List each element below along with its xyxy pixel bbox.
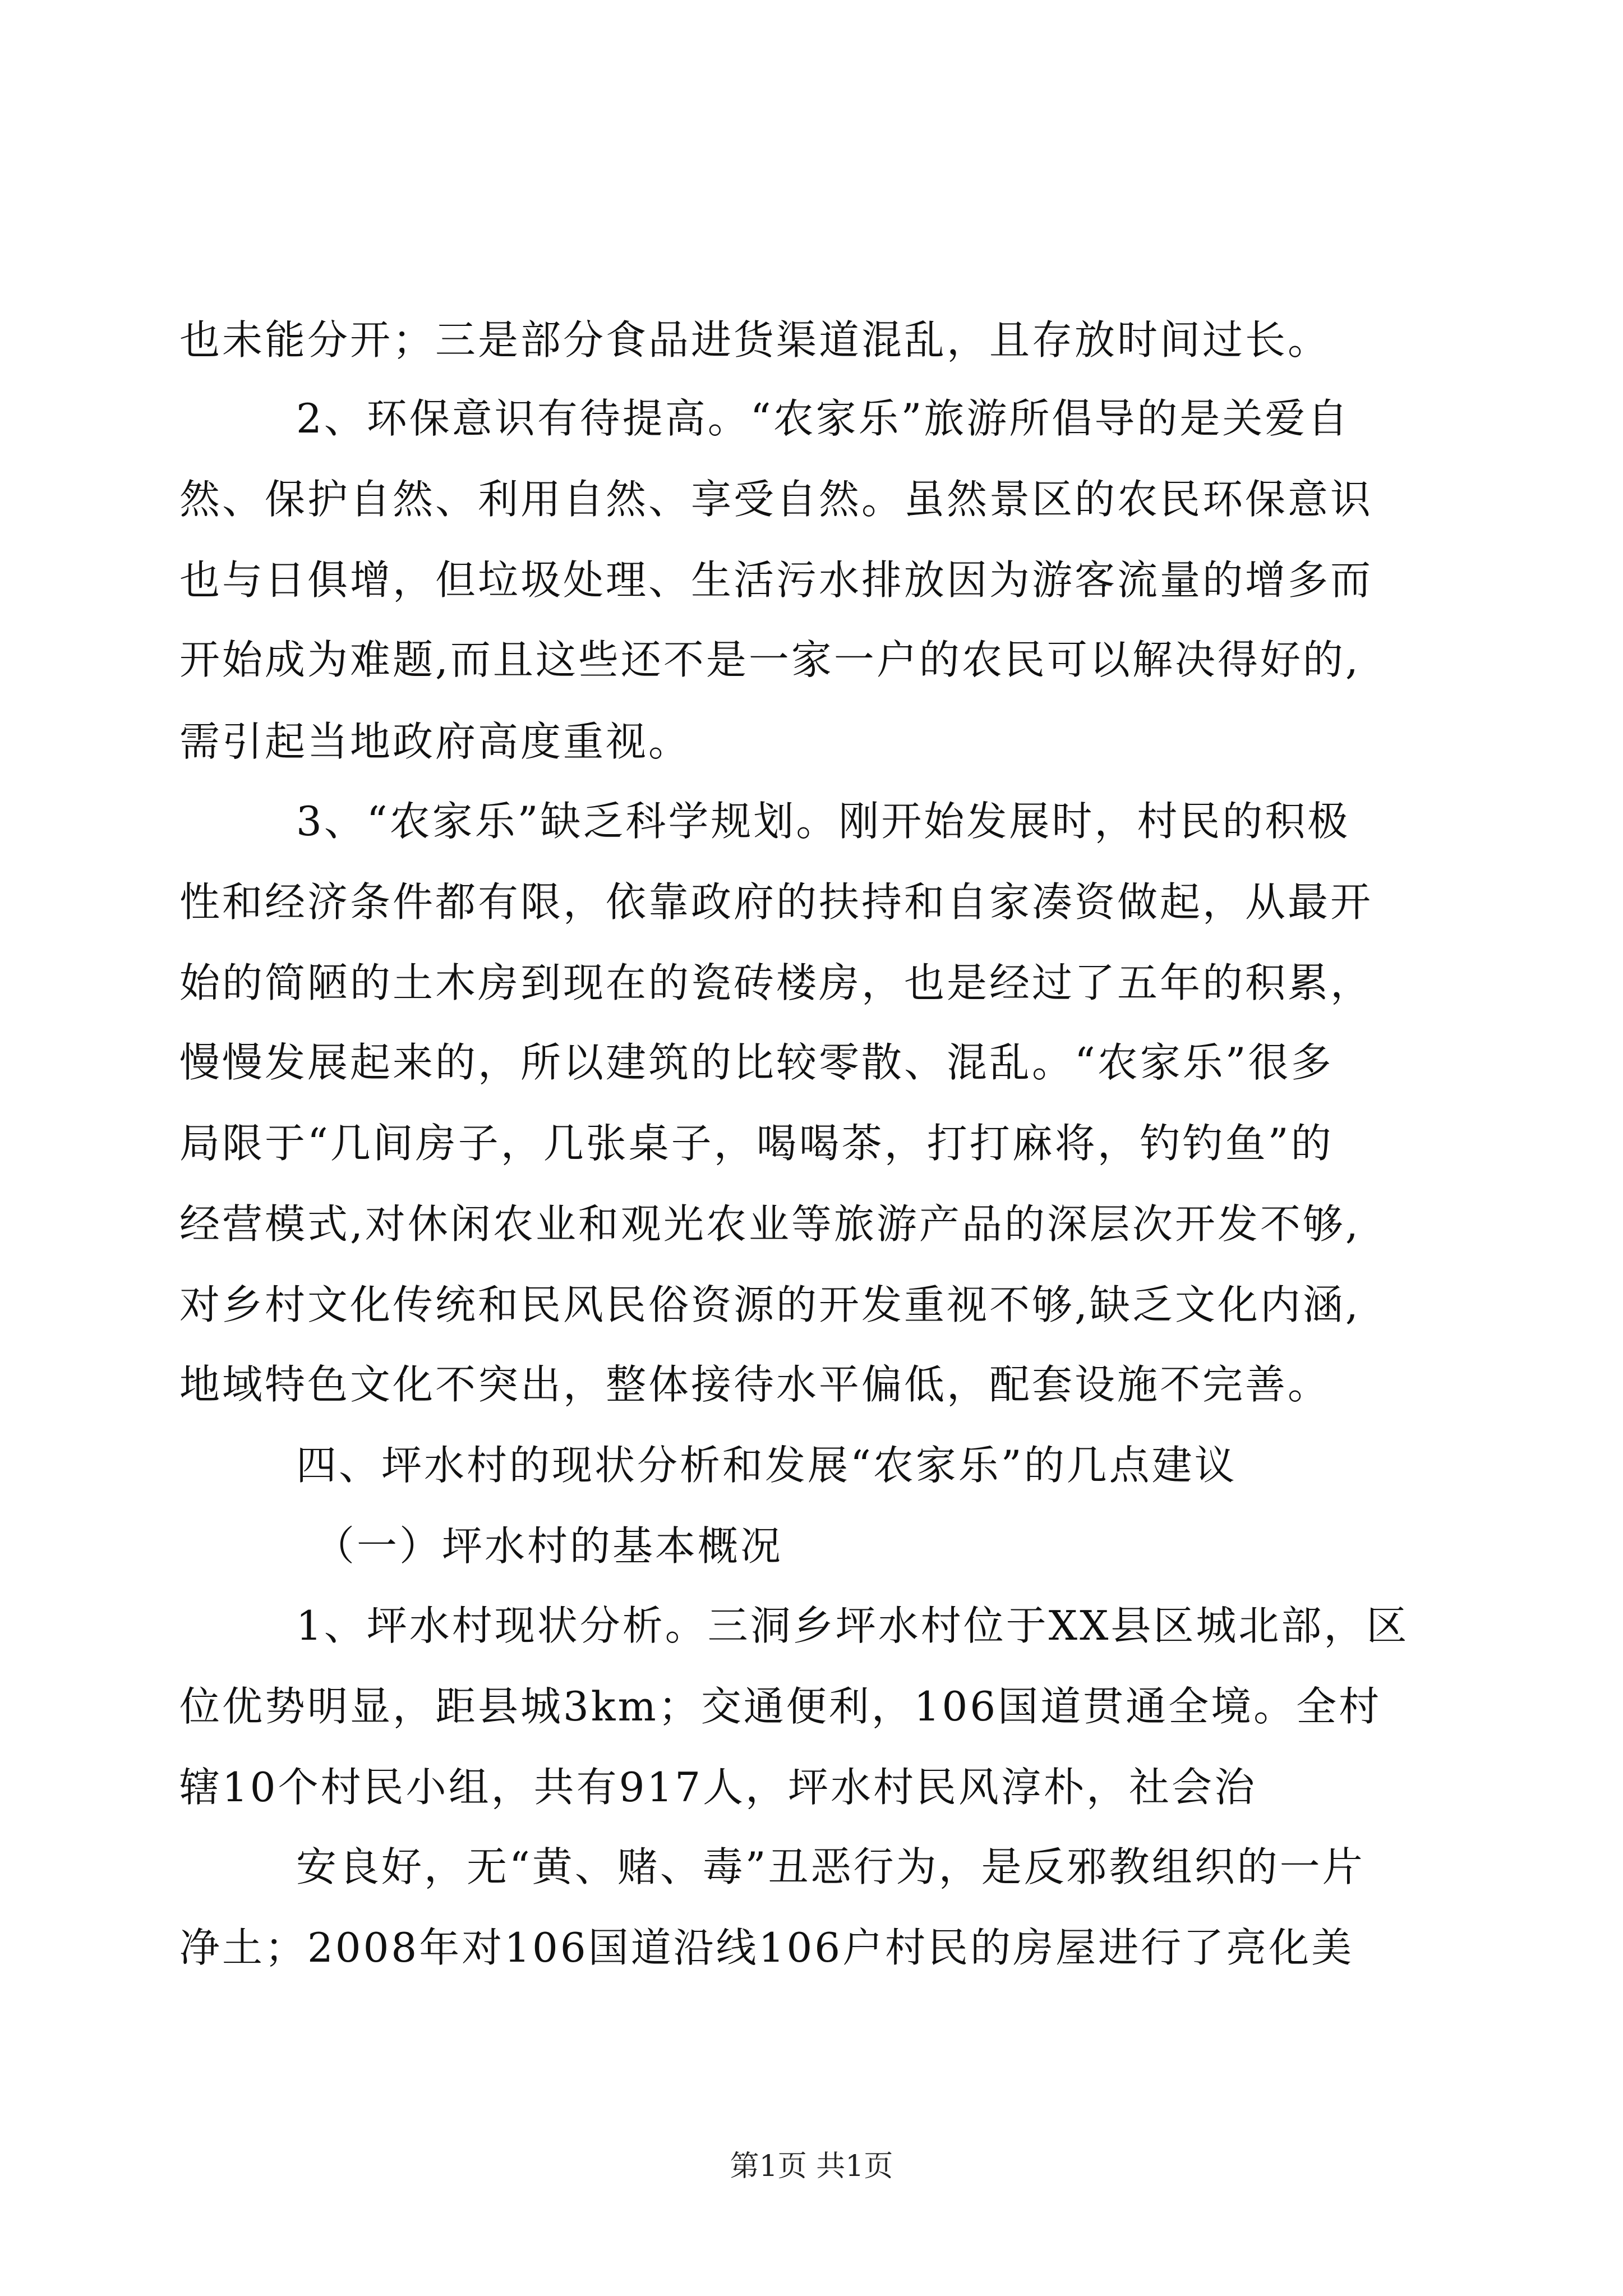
text-line: 2、环保意识有待提高。“农家乐”旅游所倡导的是关爱自 xyxy=(296,395,1350,442)
text-line: 3、“农家乐”缺乏科学规划。刚开始发展时，村民的积极 xyxy=(296,798,1350,845)
text-line: 性和经济条件都有限，依靠政府的扶持和自家凑资做起，从最开 xyxy=(179,878,1373,926)
text-line: 位优势明显，距县城3km；交通便利，106国道贯通全境。全村 xyxy=(179,1683,1382,1730)
text-line: 地域特色文化不突出，整体接待水平偏低，配套设施不完善。 xyxy=(179,1361,1331,1408)
text-line: 慢慢发展起来的，所以建筑的比较零散、混乱。“农家乐”很多 xyxy=(179,1039,1334,1086)
text-line: 经营模式,对休闲农业和观光农业等旅游产品的深层次开发不够, xyxy=(179,1200,1361,1248)
text-line: 然、保护自然、利用自然、享受自然。虽然景区的农民环保意识 xyxy=(179,476,1373,523)
text-line: 安良好，无“黄、赌、毒”丑恶行为，是反邪教组织的一片 xyxy=(296,1843,1365,1890)
text-line: 对乡村文化传统和民风民俗资源的开发重视不够,缺乏文化内涵, xyxy=(179,1281,1361,1328)
page-footer: 第1页 共1页 xyxy=(730,2150,893,2183)
section-heading: 四、坪水村的现状分析和发展“农家乐”的几点建议 xyxy=(296,1442,1237,1489)
text-line: 局限于“几间房子，几张桌子，喝喝茶，打打麻将，钓钓鱼”的 xyxy=(179,1120,1334,1167)
text-line: 辖10个村民小组，共有917人，坪水村民风淳朴，社会治 xyxy=(179,1764,1257,1811)
text-line: 也未能分开；三是部分食品进货渠道混乱，且存放时间过长。 xyxy=(179,316,1331,364)
text-line: 净土；2008年对106国道沿线106户村民的房屋进行了亮化美 xyxy=(179,1924,1354,1971)
text-line: 也与日俱增，但垃圾处理、生活污水排放因为游客流量的增多而 xyxy=(179,556,1373,604)
subsection-heading: （一）坪水村的基本概况 xyxy=(314,1522,783,1570)
text-line: 开始成为难题,而且这些还不是一家一户的农民可以解决得好的, xyxy=(179,636,1361,683)
text-line: 始的简陋的土木房到现在的瓷砖楼房，也是经过了五年的积累， xyxy=(179,959,1373,1006)
text-line: 需引起当地政府高度重视。 xyxy=(179,718,691,765)
text-line: 1、坪水村现状分析。三洞乡坪水村位于XX县区城北部，区 xyxy=(296,1602,1409,1649)
